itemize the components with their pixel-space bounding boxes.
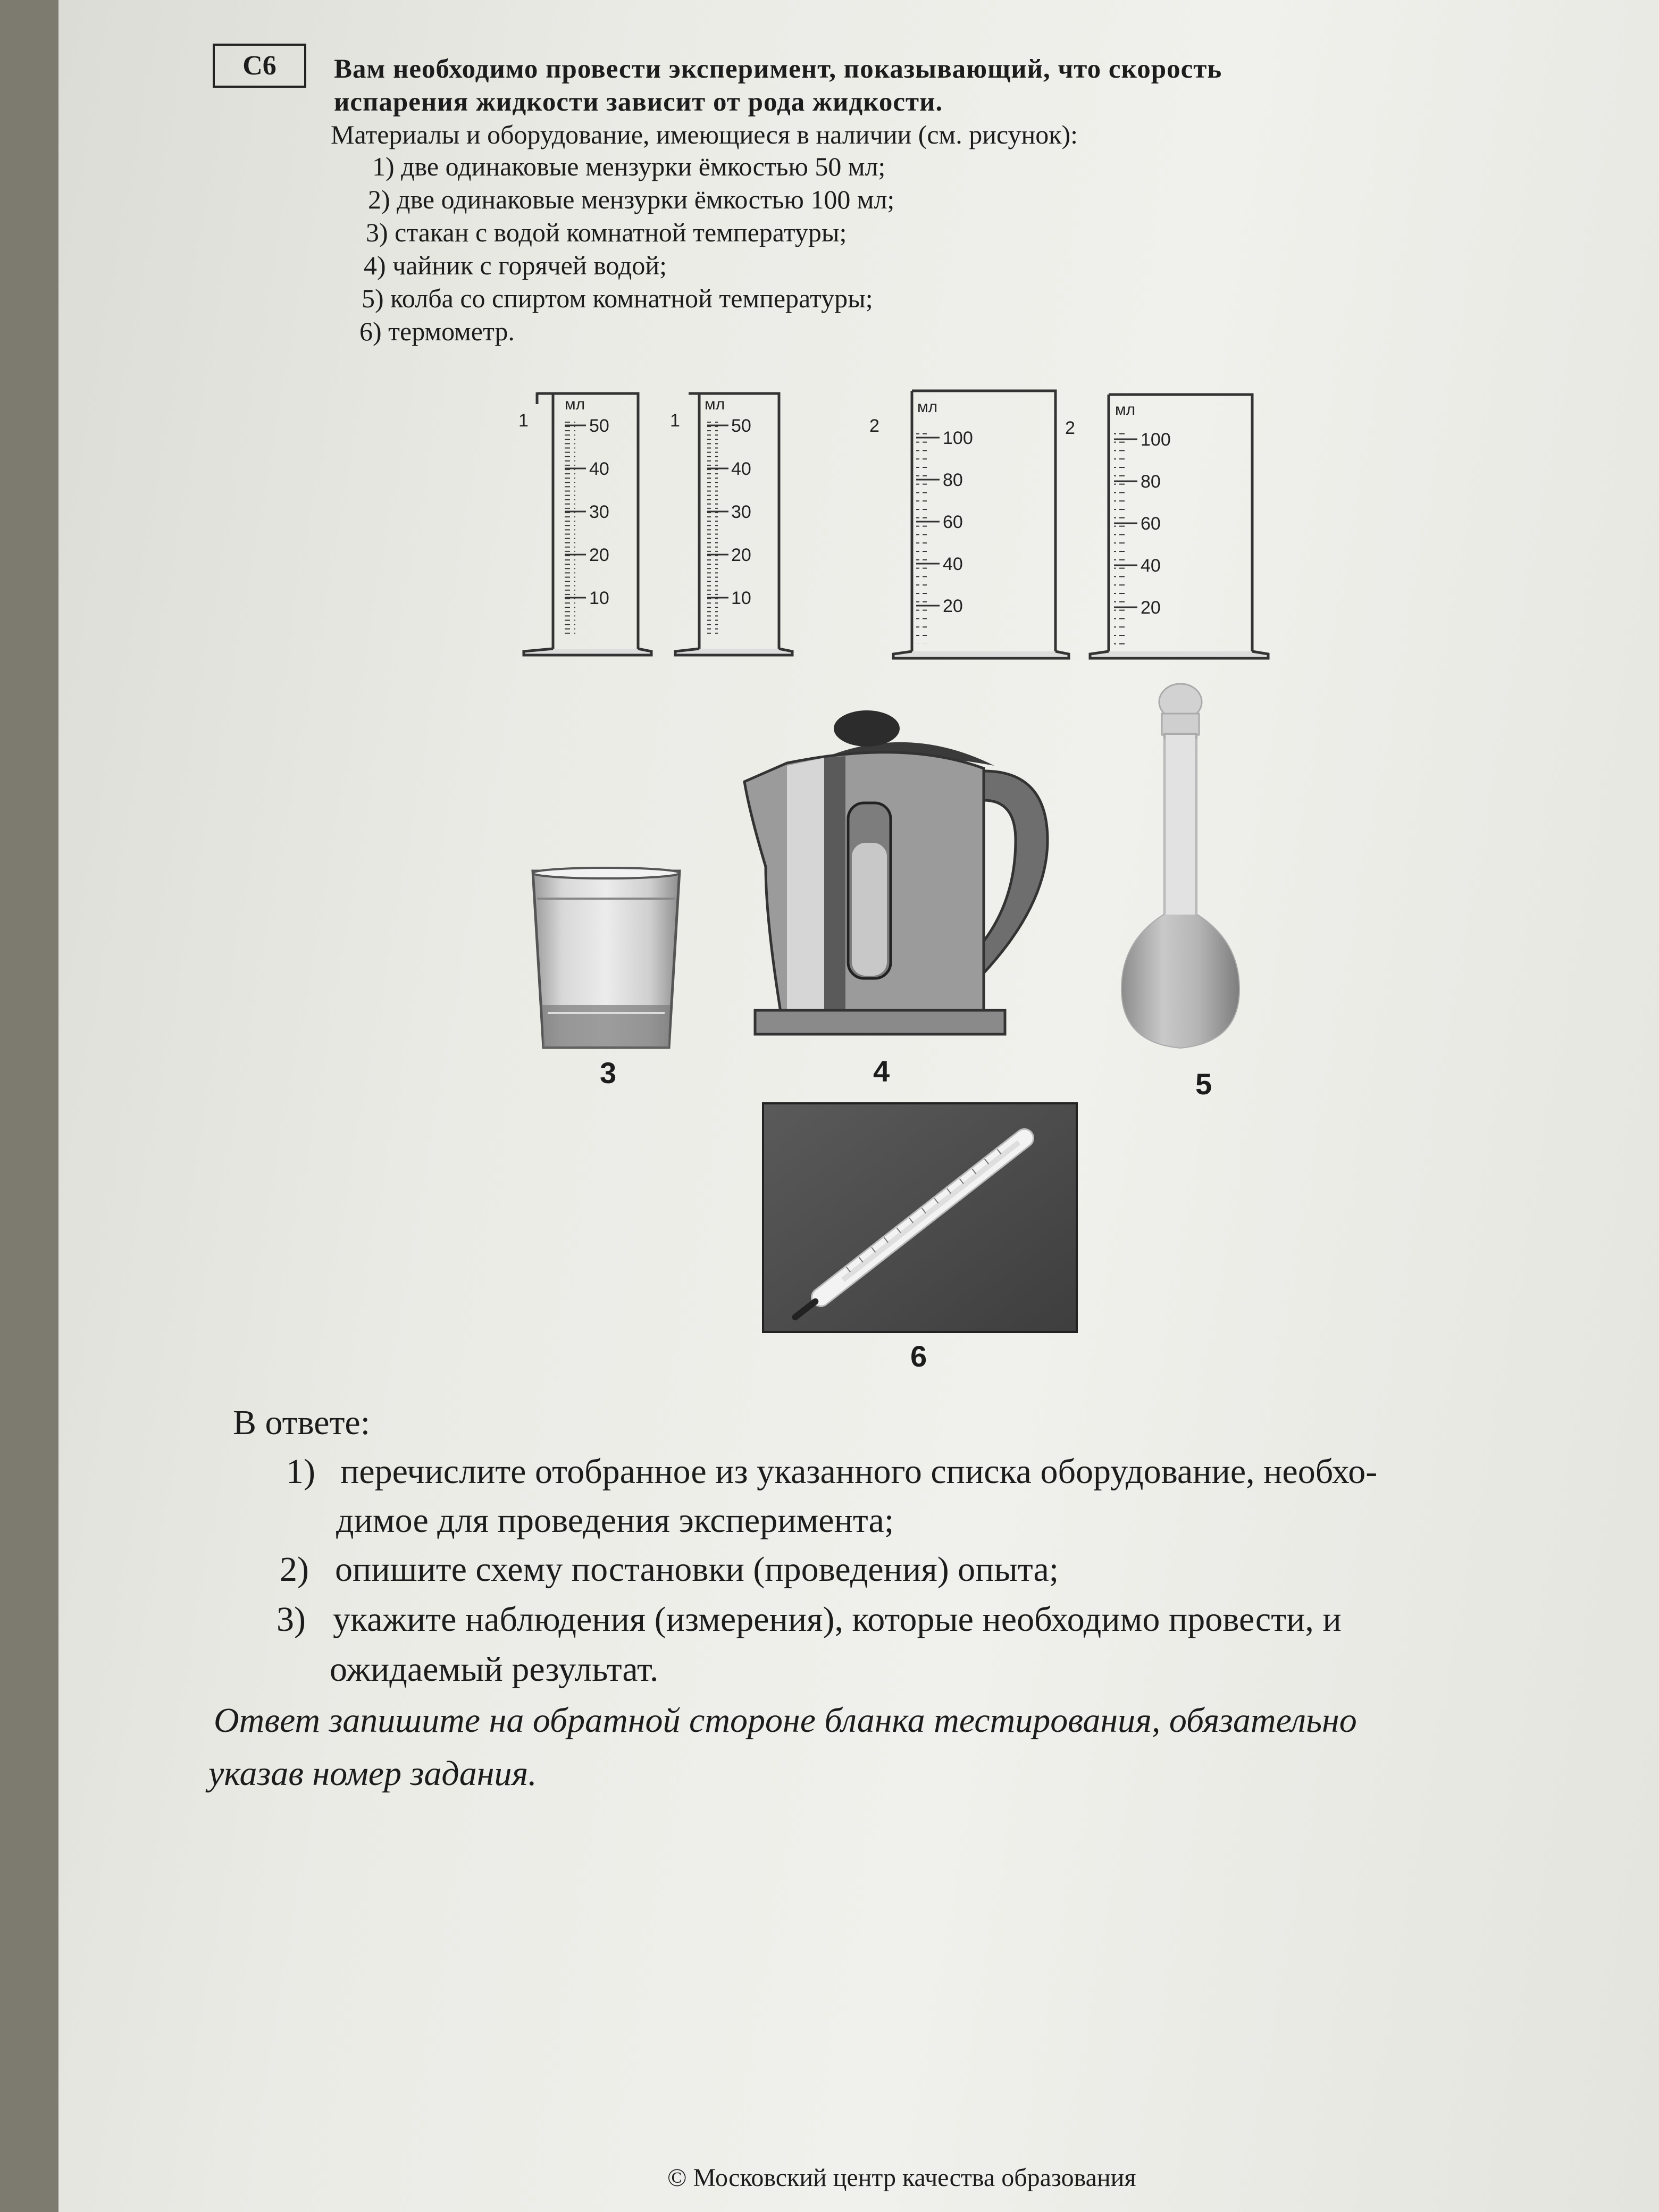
answer-note-line-2: указав номер задания. [208, 1754, 537, 1793]
cylinder-50ml-a-tick-10: 10 [589, 588, 609, 608]
cylinder-50ml-a-tick-50: 50 [589, 416, 609, 436]
cylinder-50ml-b-tick-50: 50 [731, 416, 751, 436]
cylinder-50ml-b-unit: мл [705, 396, 725, 413]
cylinder-100ml-a-tick-20: 20 [943, 596, 963, 616]
cylinder-100ml-b-tick-60: 60 [1141, 514, 1161, 534]
answer-item-1-line-2: димое для проведения эксперимента; [336, 1501, 894, 1540]
materials-item-5: 5) колба со спиртом комнатной температуры; [362, 283, 873, 313]
cylinder-100ml-a [869, 391, 1069, 658]
cylinder-100ml-a-unit: мл [917, 398, 938, 416]
kettle-number: 4 [873, 1054, 890, 1088]
cylinder-100ml-a-tick-100: 100 [943, 428, 973, 448]
cylinder-100ml-b-tick-100: 100 [1141, 430, 1171, 450]
cylinder-100ml-b [1065, 395, 1268, 658]
glass-number: 3 [600, 1056, 617, 1090]
thermometer-number: 6 [910, 1339, 927, 1373]
task-number: С6 [242, 51, 276, 81]
answer-heading: В ответе: [233, 1403, 371, 1442]
cylinder-50ml-b-tick-20: 20 [731, 545, 751, 565]
answer-note-line-1: Ответ запишите на обратной стороне бланка тестирования, обязательно [214, 1701, 1357, 1740]
cylinder-50ml-a-label: 1 [518, 410, 529, 431]
cylinder-100ml-a-tick-40: 40 [943, 554, 963, 574]
cylinder-50ml-b-label: 1 [670, 410, 680, 431]
kettle-illustration [734, 707, 1063, 1048]
answer-item-2-line-1: опишите схему постановки (проведения) опыта; [335, 1550, 1059, 1589]
cylinder-100ml-b-label: 2 [1065, 418, 1075, 438]
water-glass-illustration [526, 861, 686, 1058]
answer-item-3-num: 3) [276, 1600, 306, 1639]
cylinder-100ml-a-tick-80: 80 [943, 470, 963, 490]
task-title-line-1: Вам необходимо провести эксперимент, показывающий, что скорость [334, 54, 1222, 84]
materials-item-1: 1) две одинаковые мензурки ёмкостью 50 мл; [372, 152, 886, 181]
answer-item-3-line-1: укажите наблюдения (измерения), которые необходимо провести, и [333, 1600, 1342, 1639]
cylinder-100ml-b-tick-40: 40 [1141, 556, 1161, 576]
footer-copyright: © Московский центр качества образования [667, 2164, 1136, 2192]
answer-item-2-num: 2) [280, 1550, 309, 1589]
cylinder-100ml-b-unit: мл [1115, 401, 1136, 418]
measuring-cylinders-figure [518, 383, 1287, 670]
thermometer-photo [763, 1103, 1077, 1332]
task-title-line-2: испарения жидкости зависит от рода жидкости. [334, 87, 943, 117]
cylinder-50ml-a [518, 392, 651, 655]
materials-intro: Материалы и оборудование, имеющиеся в наличии (см. рисунок): [331, 120, 1078, 149]
cylinder-100ml-b-tick-20: 20 [1141, 598, 1161, 618]
cylinder-50ml-a-tick-30: 30 [589, 502, 609, 522]
cylinder-50ml-b-tick-10: 10 [731, 588, 751, 608]
cylinder-50ml-b [670, 393, 792, 655]
materials-item-2: 2) две одинаковые мензурки ёмкостью 100 мл; [368, 185, 895, 214]
cylinder-50ml-a-tick-40: 40 [589, 459, 609, 479]
cylinder-100ml-a-label: 2 [869, 416, 879, 436]
answer-item-1-num: 1) [286, 1452, 315, 1491]
cylinder-100ml-a-tick-60: 60 [943, 512, 963, 532]
materials-item-3: 3) стакан с водой комнатной температуры; [366, 217, 847, 247]
cylinder-100ml-b-tick-80: 80 [1141, 472, 1161, 492]
materials-item-4: 4) чайник с горячей водой; [364, 250, 667, 280]
task-number-box [213, 44, 306, 88]
cylinder-50ml-a-tick-20: 20 [589, 545, 609, 565]
flask-number: 5 [1195, 1067, 1212, 1101]
alcohol-flask-illustration [1111, 681, 1250, 1058]
cylinder-50ml-b-tick-30: 30 [731, 502, 751, 522]
answer-item-1-line-1: перечислите отобранное из указанного списка оборудование, необхо- [340, 1452, 1378, 1491]
materials-item-6: 6) термометр. [359, 316, 515, 346]
cylinder-50ml-a-unit: мл [565, 396, 585, 413]
cylinder-50ml-b-tick-40: 40 [731, 459, 751, 479]
answer-item-3-line-2: ожидаемый результат. [330, 1650, 659, 1689]
